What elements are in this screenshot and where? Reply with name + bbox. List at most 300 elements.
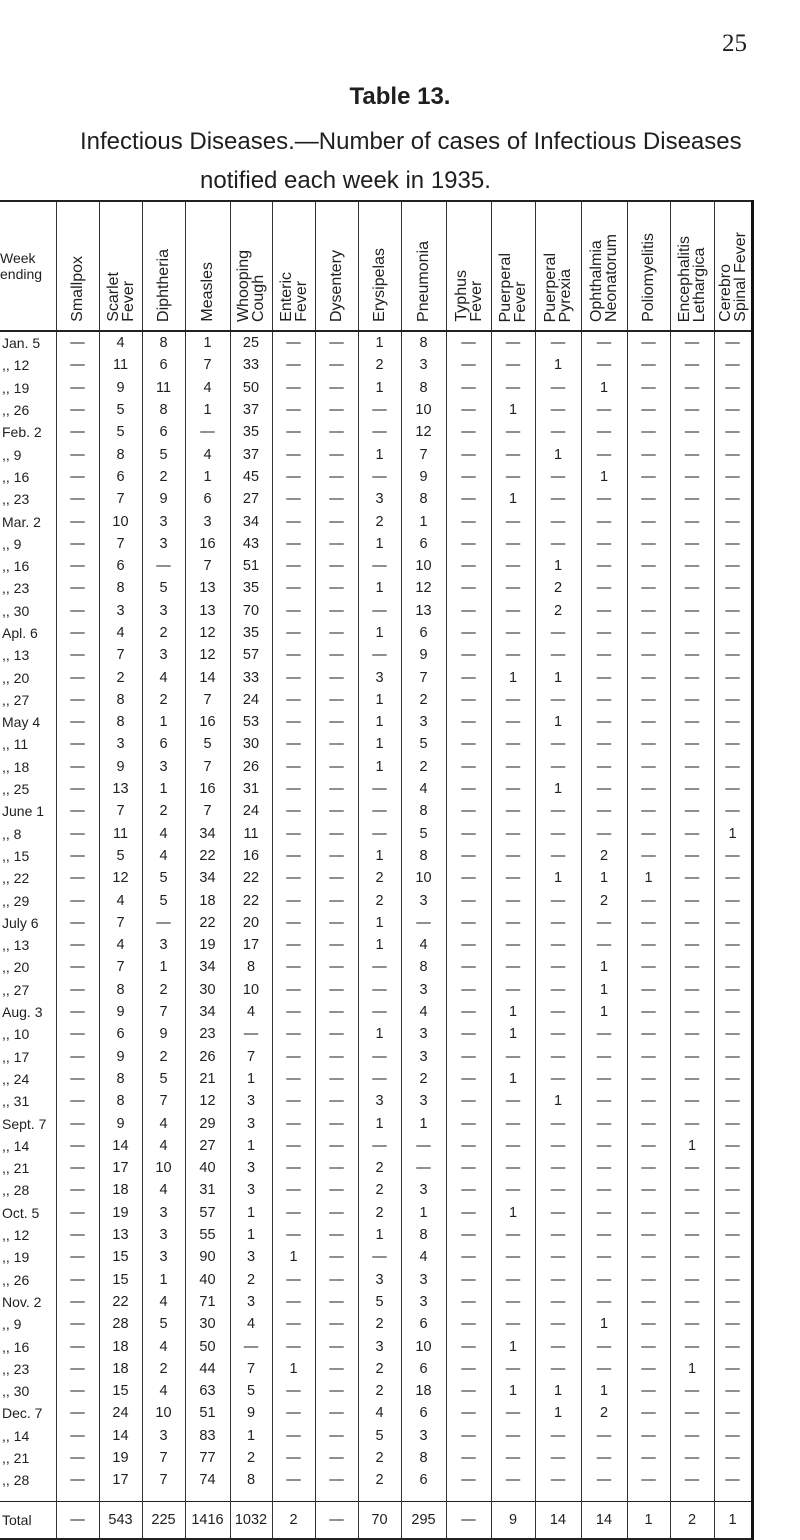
case-count-cell: 1 [358,1023,401,1045]
column-header-label: Puerperal Fever [497,252,529,322]
case-count-cell: — [446,867,491,889]
table-row [0,711,752,733]
case-count-cell: — [670,466,714,488]
case-count-cell: 1 [230,1202,272,1224]
week-ending-cell: Nov. 2 [0,1291,56,1313]
case-count-cell: — [670,1246,714,1268]
case-count-cell: 4 [142,1335,185,1357]
case-count-cell: 8 [142,331,185,354]
case-count-cell: — [627,845,670,867]
table-row [0,1090,752,1112]
case-count-cell: 4 [99,934,142,956]
case-count-cell: — [714,1268,752,1290]
table-row [0,689,752,711]
case-count-cell: — [627,1046,670,1068]
case-count-cell: — [56,711,99,733]
case-count-cell: — [315,867,358,889]
case-count-cell: — [358,1068,401,1090]
case-count-cell: — [315,778,358,800]
case-count-cell: — [627,555,670,577]
spacer-cell [581,1491,627,1502]
case-count-cell: — [670,778,714,800]
case-count-cell: 2 [142,689,185,711]
case-count-cell: — [446,1402,491,1424]
case-count-cell: 8 [230,956,272,978]
case-count-cell: — [446,1447,491,1469]
case-count-cell: 1 [272,1358,315,1380]
case-count-cell: 12 [99,867,142,889]
table-row [0,1068,752,1090]
case-count-cell: — [581,1268,627,1290]
case-count-cell: 7 [185,689,230,711]
case-count-cell: — [581,331,627,354]
case-count-cell: — [315,733,358,755]
case-count-cell: 4 [142,1135,185,1157]
case-count-cell: — [315,1291,358,1313]
case-count-cell: — [272,666,315,688]
case-count-cell: 1 [230,1068,272,1090]
case-count-cell: 1 [491,488,535,510]
case-count-cell: — [581,555,627,577]
case-count-cell: — [714,1291,752,1313]
case-count-cell: — [56,979,99,1001]
case-count-cell: — [358,1046,401,1068]
spacer-cell [535,1491,581,1502]
case-count-cell: — [272,1001,315,1023]
week-ending-cell: ,, 22 [0,867,56,889]
case-count-cell: — [581,421,627,443]
case-count-cell: — [272,399,315,421]
case-count-cell: 1 [535,666,581,688]
case-count-cell: — [491,778,535,800]
case-count-cell: — [627,377,670,399]
case-count-cell: — [670,555,714,577]
case-count-cell: — [491,756,535,778]
case-count-cell: 1 [627,867,670,889]
case-count-cell: — [56,354,99,376]
case-count-cell: — [491,1313,535,1335]
case-count-cell: — [230,1335,272,1357]
case-count-cell: — [670,867,714,889]
total-cell: 1032 [230,1502,272,1540]
case-count-cell: — [272,466,315,488]
case-count-cell: 3 [230,1291,272,1313]
case-count-cell: — [56,399,99,421]
case-count-cell: — [491,1425,535,1447]
case-count-cell: 9 [99,1112,142,1134]
case-count-cell: — [627,756,670,778]
case-count-cell: — [56,377,99,399]
case-count-cell: — [627,1202,670,1224]
case-count-cell: 1 [491,399,535,421]
case-count-cell: — [185,421,230,443]
week-ending-cell: ,, 23 [0,488,56,510]
case-count-cell: — [627,711,670,733]
case-count-cell: 6 [401,1402,446,1424]
case-count-cell: — [272,1469,315,1491]
case-count-cell: — [358,778,401,800]
week-ending-cell: ,, 27 [0,979,56,1001]
case-count-cell: 2 [401,1068,446,1090]
case-count-cell: — [581,600,627,622]
case-count-cell: — [491,979,535,1001]
case-count-cell: — [272,555,315,577]
column-header-label: Poliomyelitis [640,233,657,322]
case-count-cell: — [491,510,535,532]
case-count-cell: 1 [185,399,230,421]
case-count-cell: — [670,644,714,666]
case-count-cell: — [581,577,627,599]
week-ending-cell: ,, 19 [0,1246,56,1268]
case-count-cell: — [446,666,491,688]
case-count-cell: — [535,1224,581,1246]
case-count-cell: 51 [185,1402,230,1424]
case-count-cell: 1 [185,331,230,354]
case-count-cell: — [315,1313,358,1335]
case-count-cell: — [446,600,491,622]
table-row [0,354,752,376]
case-count-cell: — [272,711,315,733]
case-count-cell: 30 [185,1313,230,1335]
table-row [0,778,752,800]
case-count-cell: 4 [99,622,142,644]
case-count-cell: — [491,845,535,867]
case-count-cell: — [315,421,358,443]
case-count-cell: 44 [185,1358,230,1380]
case-count-cell: — [581,1358,627,1380]
case-count-cell: — [491,600,535,622]
case-count-cell: 19 [99,1447,142,1469]
case-count-cell: — [315,644,358,666]
case-count-cell: — [315,377,358,399]
case-count-cell: — [272,1202,315,1224]
case-count-cell: — [581,800,627,822]
case-count-cell: — [230,1023,272,1045]
case-count-cell: — [627,510,670,532]
case-count-cell: — [581,823,627,845]
case-count-cell: — [714,1202,752,1224]
case-count-cell: — [627,1291,670,1313]
case-count-cell: — [714,1447,752,1469]
case-count-cell: 1 [535,711,581,733]
case-count-cell: — [446,1469,491,1491]
case-count-cell: 7 [142,1001,185,1023]
column-header-label: Pneumonia [415,241,432,322]
case-count-cell: 1 [535,1380,581,1402]
column-header-label: Encephalitis Lethargica [676,235,708,322]
week-ending-cell: Apl. 6 [0,622,56,644]
case-count-cell: — [446,1135,491,1157]
case-count-cell: — [535,912,581,934]
case-count-cell: — [491,331,535,354]
case-count-cell: — [714,1023,752,1045]
case-count-cell: — [581,1447,627,1469]
case-count-cell: — [714,1112,752,1134]
case-count-cell: — [491,1224,535,1246]
case-count-cell: 57 [230,644,272,666]
case-count-cell: — [491,889,535,911]
case-count-cell: — [581,666,627,688]
table-row [0,622,752,644]
case-count-cell: — [56,1224,99,1246]
case-count-cell: 9 [142,1023,185,1045]
case-count-cell: 1 [358,689,401,711]
case-count-cell: — [56,1135,99,1157]
case-count-cell: — [535,1268,581,1290]
case-count-cell: 3 [230,1246,272,1268]
case-count-cell: — [142,912,185,934]
table-title: Table 13. [349,83,451,110]
total-cell: 1416 [185,1502,230,1540]
case-count-cell: — [535,1469,581,1491]
table-row [0,1380,752,1402]
case-count-cell: — [491,956,535,978]
case-count-cell: — [627,1090,670,1112]
case-count-cell: — [272,1380,315,1402]
case-count-cell: 22 [99,1291,142,1313]
case-count-cell: 1 [670,1135,714,1157]
case-count-cell: — [56,1112,99,1134]
case-count-cell: — [315,666,358,688]
case-count-cell: — [56,1469,99,1491]
header-disease-2 [99,201,142,331]
case-count-cell: — [670,823,714,845]
table-row [0,823,752,845]
case-count-cell: — [627,443,670,465]
case-count-cell: — [446,1425,491,1447]
case-count-cell: — [714,600,752,622]
case-count-cell: 6 [401,1469,446,1491]
table-row [0,1001,752,1023]
case-count-cell: — [272,577,315,599]
case-count-cell: — [535,1068,581,1090]
case-count-cell: — [56,1046,99,1068]
case-count-cell: — [670,756,714,778]
case-count-cell: — [446,823,491,845]
case-count-cell: 1 [358,443,401,465]
case-count-cell: 3 [230,1157,272,1179]
case-count-cell: 3 [99,600,142,622]
case-count-cell: — [315,1224,358,1246]
case-count-cell: 2 [142,1358,185,1380]
page-number: 25 [722,30,747,57]
case-count-cell: — [581,733,627,755]
case-count-cell: — [627,622,670,644]
case-count-cell: 14 [99,1425,142,1447]
case-count-cell: — [315,577,358,599]
case-count-cell: — [714,711,752,733]
case-count-cell: — [714,354,752,376]
case-count-cell: — [714,800,752,822]
case-count-cell: — [491,1402,535,1424]
week-ending-cell: ,, 14 [0,1425,56,1447]
case-count-cell: 10 [401,399,446,421]
case-count-cell: — [535,1046,581,1068]
case-count-cell: — [670,577,714,599]
case-count-cell: 10 [401,555,446,577]
case-count-cell: 3 [142,1202,185,1224]
case-count-cell: 1 [581,979,627,1001]
case-count-cell: 6 [142,421,185,443]
header-disease-9 [401,201,446,331]
case-count-cell: 7 [230,1358,272,1380]
case-count-cell: 13 [185,577,230,599]
case-count-cell: 14 [185,666,230,688]
case-count-cell: 7 [99,912,142,934]
case-count-cell: 7 [185,800,230,822]
case-count-cell: — [670,354,714,376]
case-count-cell: — [272,689,315,711]
case-count-cell: — [627,1179,670,1201]
spacer-cell [142,1491,185,1502]
case-count-cell: 1 [142,1268,185,1290]
case-count-cell: 24 [230,800,272,822]
case-count-cell: — [535,956,581,978]
case-count-cell: — [491,1112,535,1134]
case-count-cell: 2 [358,889,401,911]
case-count-cell: — [491,689,535,711]
case-count-cell: 1 [358,622,401,644]
case-count-cell: 7 [99,800,142,822]
table-row [0,1157,752,1179]
case-count-cell: — [142,555,185,577]
case-count-cell: — [446,956,491,978]
case-count-cell: — [56,778,99,800]
case-count-cell: 1 [535,354,581,376]
case-count-cell: — [315,1112,358,1134]
table-row [0,533,752,555]
case-count-cell: 1 [358,756,401,778]
case-count-cell: 6 [185,488,230,510]
case-count-cell: 3 [358,1335,401,1357]
case-count-cell: 1 [358,577,401,599]
case-count-cell: — [714,778,752,800]
case-count-cell: 3 [142,756,185,778]
case-count-cell: 2 [358,1380,401,1402]
case-count-cell: — [670,1179,714,1201]
week-ending-cell: Aug. 3 [0,1001,56,1023]
case-count-cell: — [56,689,99,711]
case-count-cell: — [581,533,627,555]
case-count-cell: 5 [185,733,230,755]
table-row [0,889,752,911]
week-ending-cell: Feb. 2 [0,421,56,443]
case-count-cell: — [627,1313,670,1335]
case-count-cell: — [535,421,581,443]
case-count-cell: 15 [99,1268,142,1290]
week-ending-cell: ,, 17 [0,1046,56,1068]
case-count-cell: — [581,1335,627,1357]
case-count-cell: — [315,1068,358,1090]
week-ending-cell: ,, 14 [0,1135,56,1157]
case-count-cell: 1 [142,778,185,800]
case-count-cell: 5 [358,1291,401,1313]
column-header-label: Smallpox [69,256,86,322]
case-count-cell: — [315,1469,358,1491]
case-count-cell: 2 [358,1358,401,1380]
table-row [0,399,752,421]
header-disease-7 [315,201,358,331]
case-count-cell: 1 [358,1112,401,1134]
table-row [0,1246,752,1268]
case-count-cell: — [56,956,99,978]
case-count-cell: 1 [358,377,401,399]
case-count-cell: — [56,889,99,911]
case-count-cell: — [714,666,752,688]
case-count-cell: — [56,934,99,956]
case-count-cell: — [358,555,401,577]
case-count-cell: — [446,711,491,733]
case-count-cell: — [491,1447,535,1469]
case-count-cell: — [446,555,491,577]
case-count-cell: — [627,421,670,443]
case-count-cell: 83 [185,1425,230,1447]
case-count-cell: 6 [99,466,142,488]
case-count-cell: — [272,533,315,555]
total-cell: 225 [142,1502,185,1540]
total-cell: 1 [627,1502,670,1540]
case-count-cell: 16 [185,711,230,733]
case-count-cell: — [670,1447,714,1469]
case-count-cell: 8 [142,399,185,421]
case-count-cell: 3 [401,711,446,733]
case-count-cell: 2 [581,889,627,911]
case-count-cell: 31 [230,778,272,800]
case-count-cell: — [446,934,491,956]
spacer-cell [272,1491,315,1502]
case-count-cell: — [627,1246,670,1268]
case-count-cell: — [446,1202,491,1224]
table-row [0,331,752,354]
spacer-cell [714,1491,752,1502]
table-row [0,1425,752,1447]
case-count-cell: 10 [230,979,272,1001]
week-ending-cell: ,, 19 [0,377,56,399]
case-count-cell: — [714,1313,752,1335]
week-ending-cell: ,, 23 [0,577,56,599]
case-count-cell: — [56,421,99,443]
case-count-cell: 7 [401,443,446,465]
case-count-cell: 15 [99,1246,142,1268]
case-count-cell: — [315,1380,358,1402]
case-count-cell: 2 [358,1447,401,1469]
case-count-cell: 15 [99,1380,142,1402]
case-count-cell: — [535,823,581,845]
table-row [0,466,752,488]
case-count-cell: — [670,1469,714,1491]
case-count-cell: — [627,733,670,755]
case-count-cell: — [670,1112,714,1134]
case-count-cell: — [358,1135,401,1157]
spacer-cell [99,1491,142,1502]
case-count-cell: — [315,1046,358,1068]
case-count-cell: 57 [185,1202,230,1224]
total-cell: 14 [535,1502,581,1540]
case-count-cell: — [272,1402,315,1424]
spacer-cell [446,1491,491,1502]
case-count-cell: 8 [401,845,446,867]
case-count-cell: — [670,1335,714,1357]
case-count-cell: — [627,666,670,688]
case-count-cell: — [714,689,752,711]
case-count-cell: 10 [142,1402,185,1424]
case-count-cell: — [714,1246,752,1268]
case-count-cell: 7 [99,644,142,666]
week-ending-cell: Oct. 5 [0,1202,56,1224]
case-count-cell: 3 [358,666,401,688]
case-count-cell: — [446,577,491,599]
case-count-cell: — [714,912,752,934]
